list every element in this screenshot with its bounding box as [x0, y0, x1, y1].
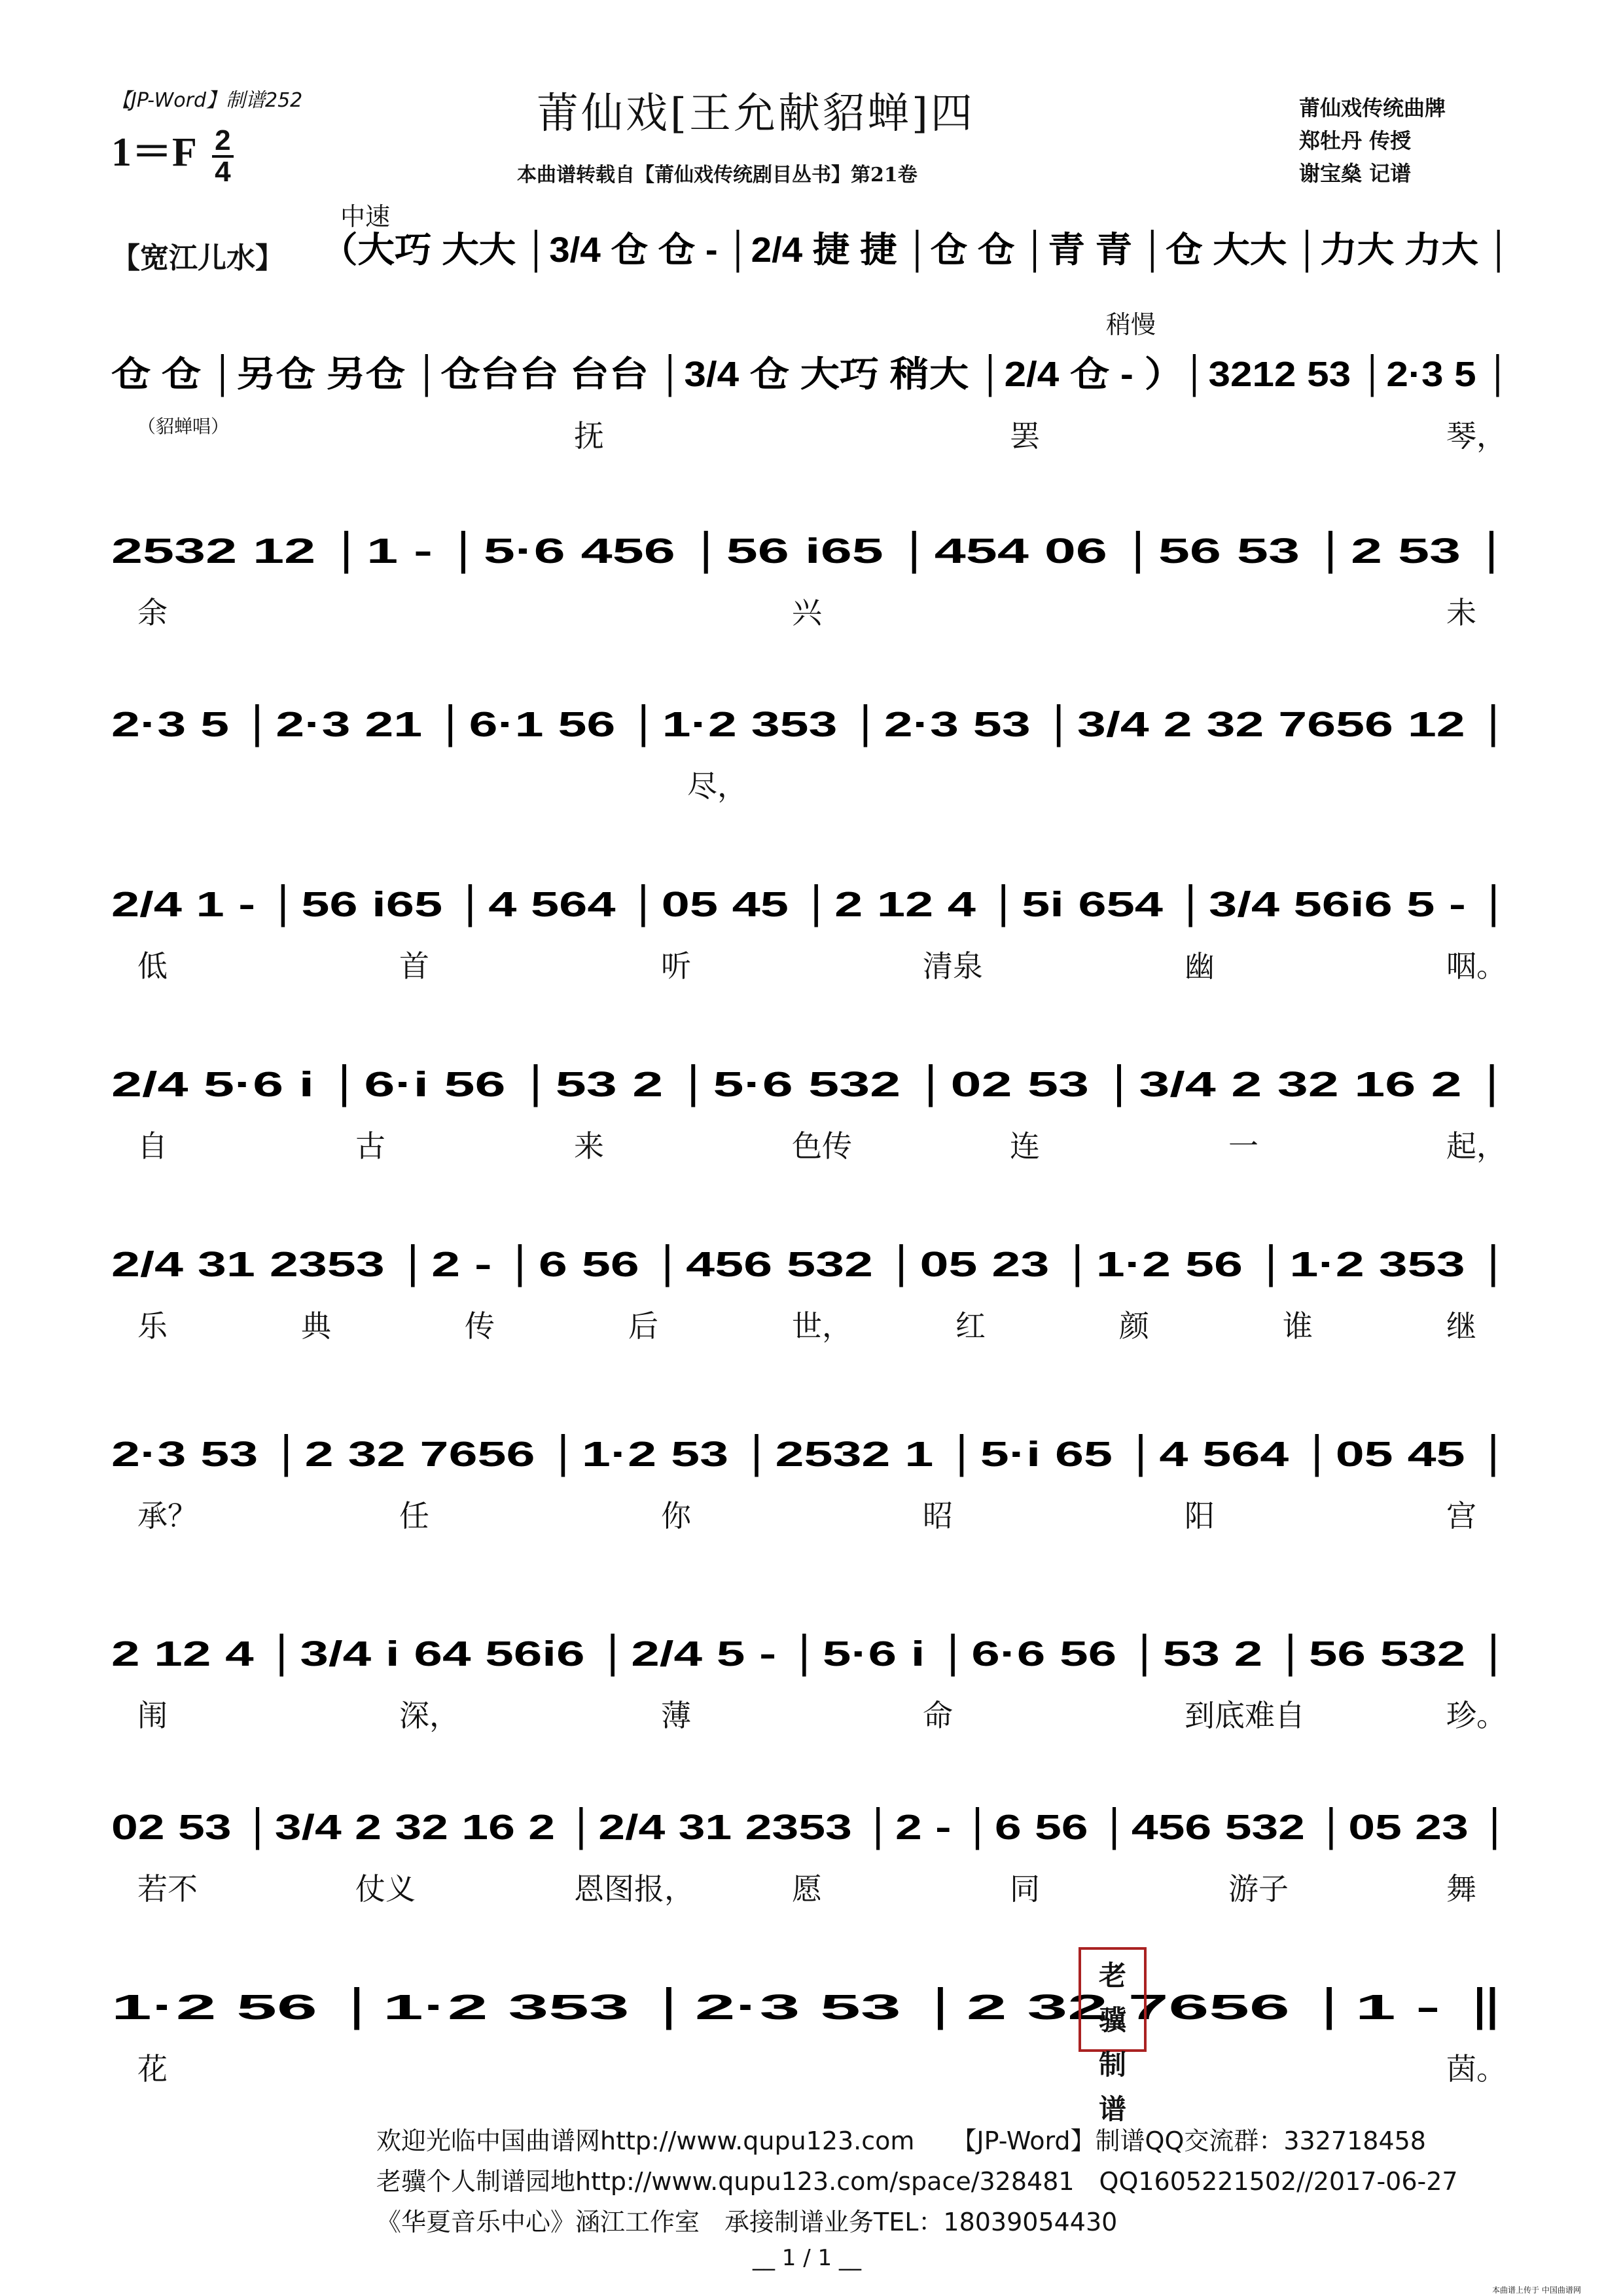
- lyric-word: 首: [399, 948, 429, 984]
- notation-line: [111, 1050, 1518, 1109]
- lyric-word: 咽。: [1446, 948, 1507, 984]
- lyrics-line: [111, 942, 1518, 982]
- footer-line: 欢迎光临中国曲谱网http://www.qupu123.com 【JP-Word】制谱QQ交流群：332718458: [376, 2126, 1426, 2155]
- lyric-word: 起，: [1446, 1128, 1507, 1164]
- notation-line: [111, 340, 1518, 399]
- lyrics-line: [111, 1692, 1518, 1731]
- lyric-word: 仗义: [355, 1871, 416, 1907]
- tempo-marking-slow: 稍慢: [1106, 310, 1156, 339]
- lyric-word: 颜: [1119, 1308, 1149, 1344]
- score-row: [111, 1793, 1518, 1907]
- notation-line: [111, 870, 1518, 929]
- lyric-word: 舞: [1446, 1871, 1476, 1907]
- lyric-word: 连: [1010, 1128, 1040, 1164]
- lyric-word: 典: [301, 1308, 331, 1344]
- lyric-word: 色传: [792, 1128, 852, 1164]
- footer-line: 《华夏音乐中心》涵江工作室 承接制谱业务TEL：18039054430: [376, 2208, 1118, 2236]
- lyrics-line: [111, 288, 1518, 327]
- lyric-word: 阳: [1185, 1498, 1215, 1534]
- notation-text: 仓 仓 │另仓 另仓 │仓台台 台台 │3/4 仓 大巧 稍大 │2/4 仓 - ）│3212 53 │2·3 5 │: [111, 355, 1368, 394]
- lyric-word: 一: [1228, 1128, 1258, 1164]
- lyric-word: 兴: [792, 595, 822, 630]
- software-tag: 【JP-Word】制谱252: [111, 89, 303, 112]
- notation-line: [111, 691, 1518, 749]
- lyric-word: 愿: [792, 1871, 822, 1907]
- score-row: [111, 1230, 1518, 1344]
- lyric-word: 余: [137, 595, 168, 630]
- footer: [376, 2121, 1458, 2242]
- lyric-word: 低: [137, 948, 168, 984]
- notation-line: [111, 216, 1518, 275]
- lyric-word: 任: [399, 1498, 429, 1534]
- score-row: [111, 517, 1518, 630]
- notation-text: 2/4 1 - │56 i65 │4 564 │05 45 │2 12 4 │5i 654 │3/4 56i6 5 - │: [111, 885, 1086, 924]
- notation-text: 02 53 │3/4 2 32 16 2 │2/4 31 2353 │2 - │6 56 │456 532 │05 23 │: [111, 1808, 1143, 1847]
- lyrics-line: [111, 1492, 1518, 1532]
- lyrics-line: [111, 589, 1518, 628]
- lyric-word: 来: [574, 1128, 604, 1164]
- lyric-word: 恩图报，: [574, 1871, 694, 1907]
- lyric-word: 继: [1446, 1308, 1476, 1344]
- score-row: [111, 1050, 1518, 1164]
- lyric-word: 谁: [1283, 1308, 1313, 1344]
- lyric-word: 未: [1446, 595, 1476, 630]
- lyric-word: 红: [955, 1308, 986, 1344]
- lyrics-line: [111, 1122, 1518, 1162]
- footer-line: 老骥个人制谱园地http://www.qupu123.com/space/328481 QQ1605221502//2017-06-27: [376, 2167, 1458, 2196]
- watermark: 本曲谱上传于 中国曲谱网: [1492, 2286, 1581, 2295]
- lyric-word: 尽，: [687, 768, 747, 804]
- notation-line: [111, 1793, 1518, 1852]
- lyric-word: 幽: [1185, 948, 1215, 984]
- lyric-word: 游子: [1228, 1871, 1289, 1907]
- lyric-word: 花: [137, 2051, 168, 2087]
- notation-line: [111, 517, 1518, 576]
- lyric-word: 承？: [137, 1498, 198, 1534]
- seal-stamp: 老骥制谱: [1079, 1947, 1147, 2052]
- lyrics-line: [111, 762, 1518, 802]
- lyric-word: 薄: [661, 1698, 691, 1733]
- notation-text: 2/4 31 2353 │2 - │6 56 │456 532 │05 23 │1·2 56 │1·2 353 │: [111, 1245, 1068, 1284]
- score-row: [111, 1973, 1518, 2087]
- notation-text: 2·3 5 │2·3 21 │6·1 56 │1·2 353 │2·3 53 │3/4 2 32 7656 12 │: [111, 705, 1069, 744]
- lyric-word: 深，: [399, 1698, 459, 1733]
- notation-line: [111, 1230, 1518, 1289]
- lyrics-line: [111, 2045, 1518, 2085]
- notation-text: 2/4 5·6 i │6·i 56 │53 2 │5·6 532 │02 53 │3/4 2 32 16 2 │: [111, 1065, 1007, 1104]
- tempo-marking: 中速: [340, 202, 391, 231]
- lyric-word: 若不: [137, 1871, 198, 1907]
- lyric-word: 清泉: [923, 948, 983, 984]
- page-title: 莆仙戏[王允献貂蝉]四: [537, 90, 975, 138]
- notation-text: 2 12 4 │3/4 i 64 56i6 │2/4 5 - │5·6 i │6·6 56 │53 2 │56 532 │: [111, 1634, 1078, 1674]
- page-number: __ 1 / 1 __: [753, 2245, 861, 2271]
- notation-text: （大巧 大大 │3/4 仓 仓 - │2/4 捷 捷 │仓 仓 │青 青 │仓 大大 │力大 力大 │: [321, 230, 1459, 270]
- lyric-word: 茵。: [1446, 2051, 1507, 2087]
- notation-text: 1·2 56 │1·2 353 │2·3 53 │2 32 7656 │1 - ║: [111, 1988, 793, 2027]
- source-note: 本曲谱转载自【莆仙戏传统剧目丛书】第21卷: [517, 164, 918, 187]
- score-row: [111, 216, 1518, 314]
- score-row: [111, 870, 1518, 984]
- lyric-word: 宫: [1446, 1498, 1476, 1534]
- lyric-word: 世，: [792, 1308, 852, 1344]
- lyric-word: 古: [355, 1128, 385, 1164]
- lyric-word: 罢: [1010, 418, 1040, 454]
- lyric-word: （貂蝉唱）: [137, 416, 230, 437]
- credits: 莆仙戏传统曲牌 郑牡丹 传授 谢宝燊 记谱: [1299, 96, 1446, 186]
- notation-line: [111, 1620, 1518, 1679]
- lyric-word: 命: [923, 1698, 953, 1733]
- time-signature: $\frac{2}{4}$: [212, 126, 233, 187]
- score-row: [111, 1420, 1518, 1534]
- lyric-word: 昭: [923, 1498, 953, 1534]
- notation-text: 2532 12 │1 - │5·6 456 │56 i65 │454 06 │56 53 │2 53 │: [111, 531, 988, 571]
- lyric-word: 琴，: [1446, 418, 1507, 454]
- key-signature: 1＝F $\frac{2}{4}$: [111, 119, 234, 187]
- lyric-word: 到底难自: [1185, 1698, 1305, 1733]
- score-row: [111, 1620, 1518, 1733]
- lyric-word: 抚: [574, 418, 604, 454]
- score-row: [111, 340, 1518, 454]
- lyric-word: 同: [1010, 1871, 1040, 1907]
- lyric-word: 自: [137, 1128, 168, 1164]
- lyric-word: 乐: [137, 1308, 168, 1344]
- notation-text: 2·3 53 │2 32 7656 │1·2 53 │2532 1 │5·i 65 │4 564 │05 45 │: [111, 1435, 1068, 1474]
- lyric-word: 后: [628, 1308, 658, 1344]
- lyric-word: 珍。: [1446, 1698, 1507, 1733]
- lyrics-line: [111, 412, 1518, 452]
- lyrics-line: [111, 1865, 1518, 1905]
- qupai-label: 【宽江儿水】: [111, 242, 284, 275]
- lyric-word: 听: [661, 948, 691, 984]
- lyric-word: 闱: [137, 1698, 168, 1733]
- lyric-word: 你: [661, 1498, 691, 1534]
- lyrics-line: [111, 1302, 1518, 1342]
- score-row: [111, 691, 1518, 804]
- notation-line: [111, 1973, 1518, 2032]
- lyric-word: 传: [465, 1308, 495, 1344]
- notation-line: [111, 1420, 1518, 1479]
